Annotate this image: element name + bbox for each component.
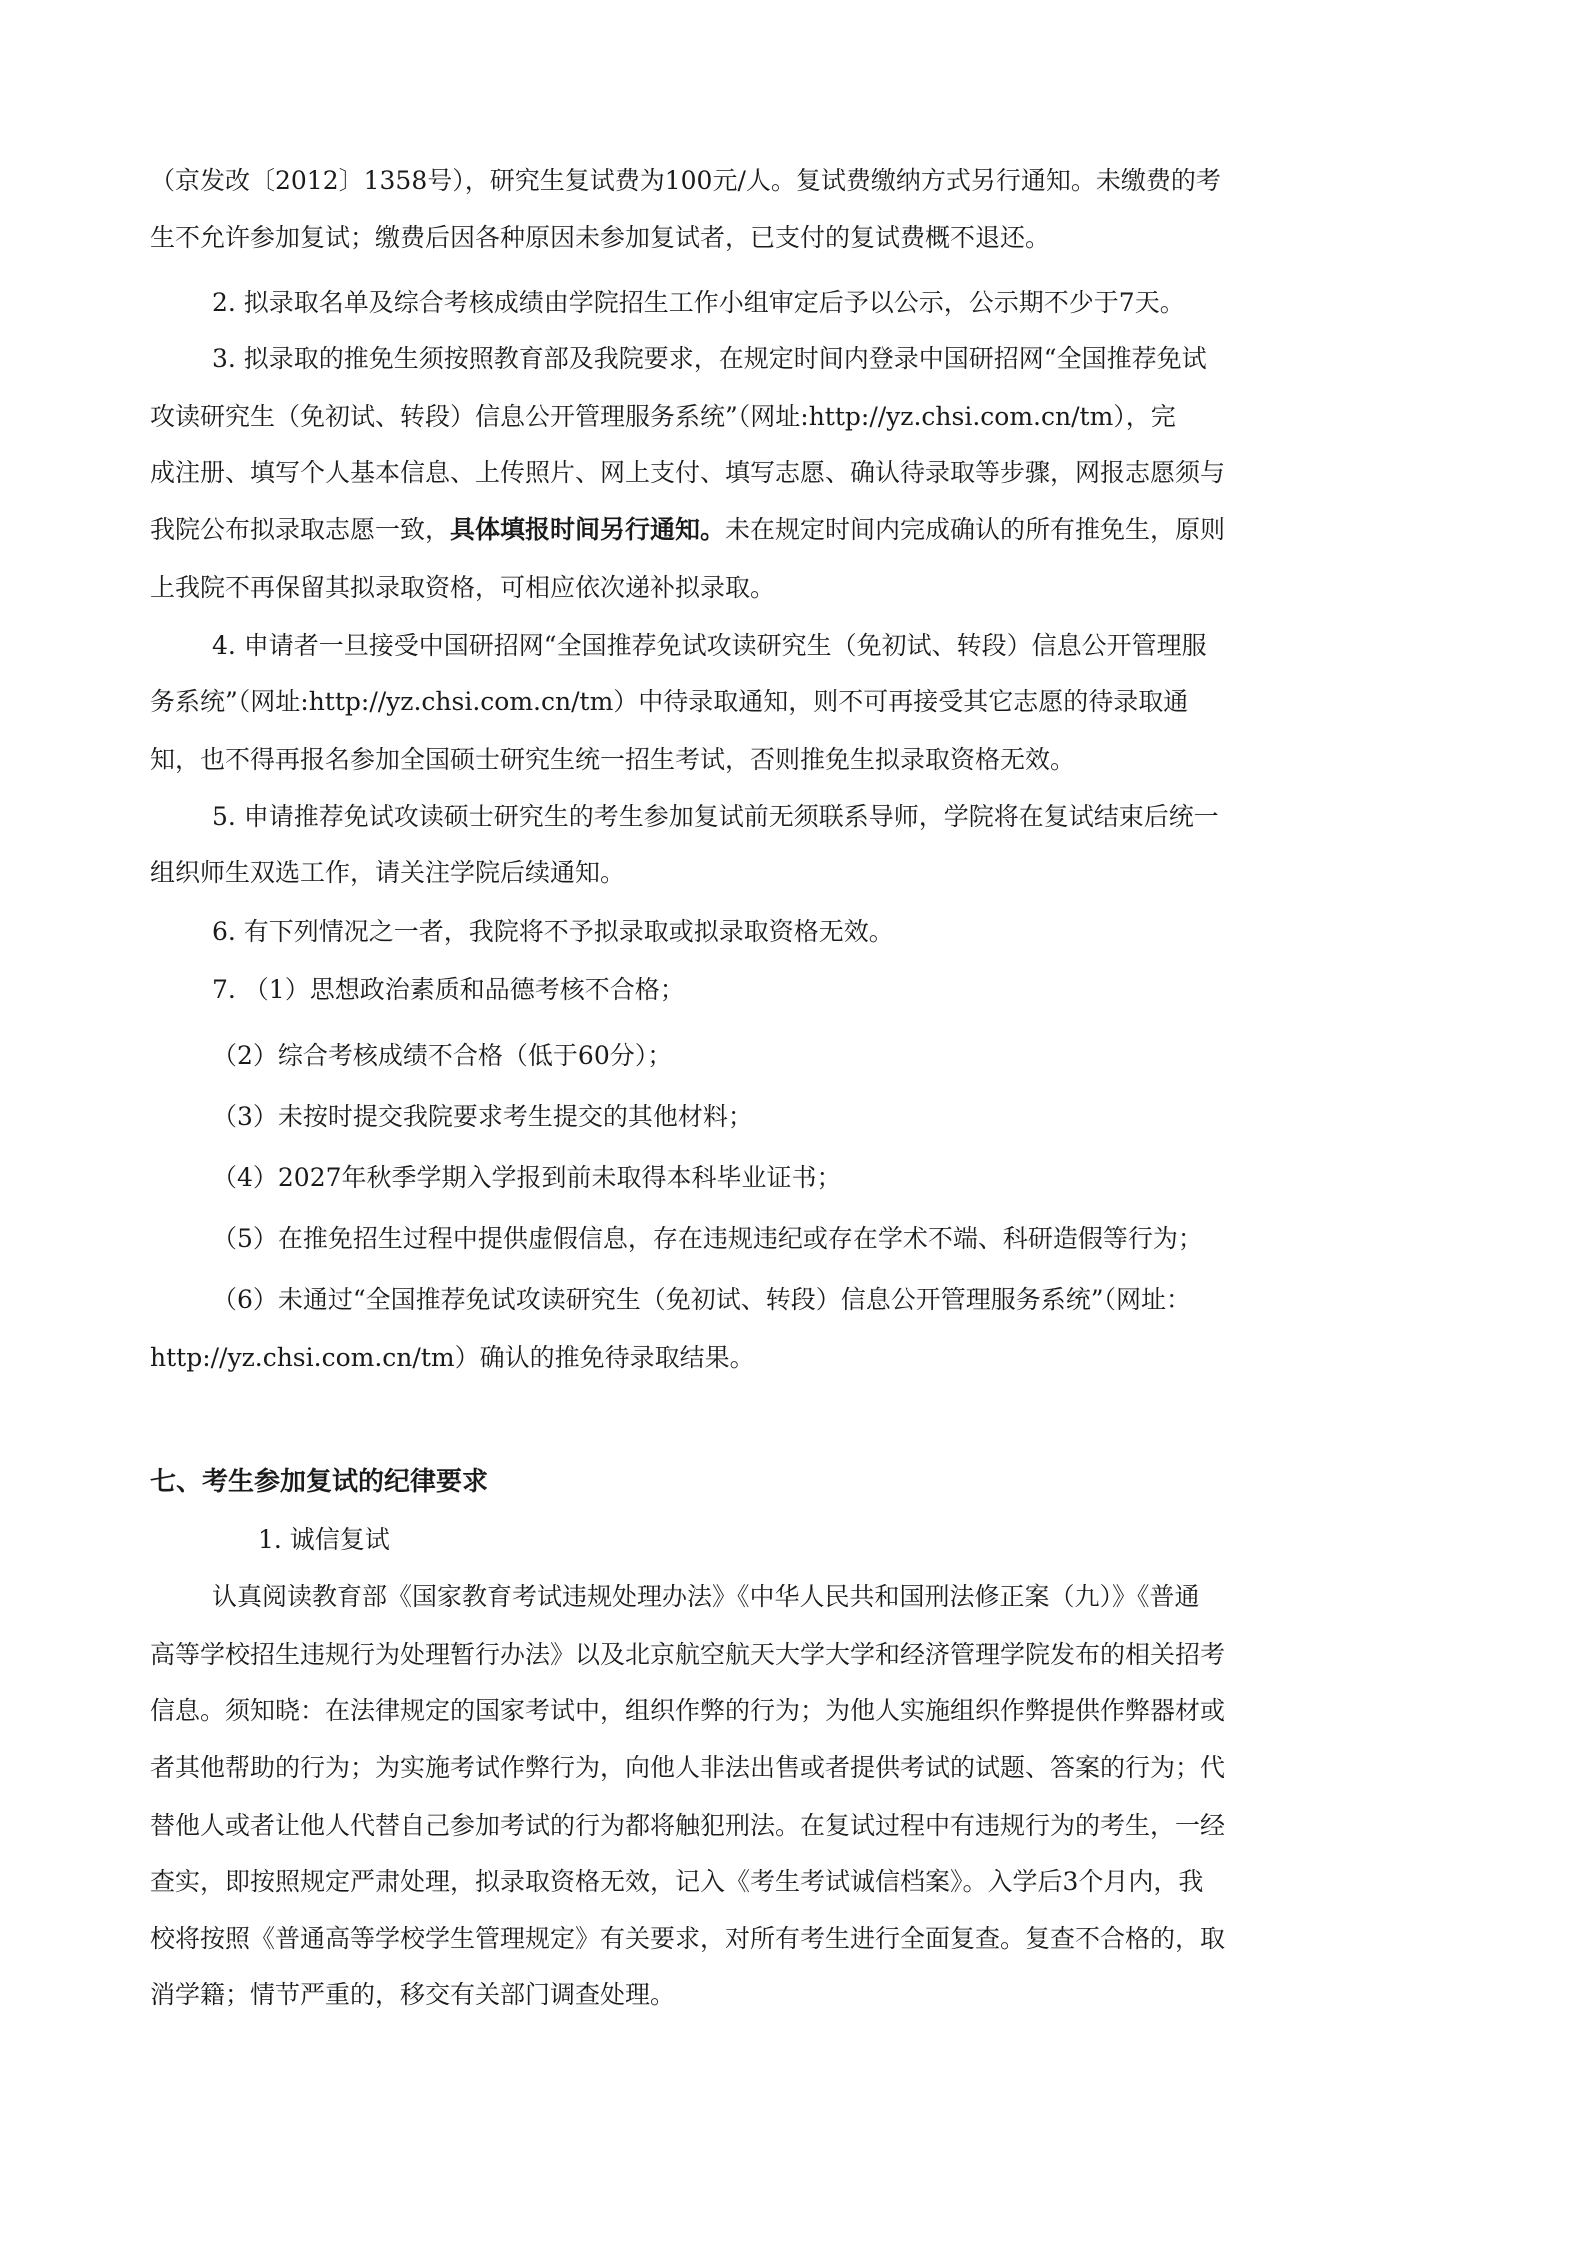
- paragraph-line: （京发改〔2012〕1358号），研究生复试费为100元/人。复试费缴纳方式另行通知。未缴费的考: [150, 166, 1221, 195]
- list-item: （3）未按时提交我院要求考生提交的其他材料；: [212, 1102, 753, 1131]
- list-item: （2）综合考核成绩不合格（低于60分）；: [212, 1041, 673, 1070]
- paragraph-line: 校将按照《普通高等学校学生管理规定》有关要求，对所有考生进行全面复查。复查不合格的，取: [150, 1924, 1226, 1953]
- paragraph-line: 高等学校招生违规行为处理暂行办法》以及北京航空航天大学大学和经济管理学院发布的相关招考: [150, 1640, 1226, 1669]
- paragraph-line: 成注册、填写个人基本信息、上传照片、网上支付、填写志愿、确认待录取等步骤，网报志愿须与: [150, 458, 1226, 487]
- list-item: （4）2027年秋季学期入学报到前未取得本科毕业证书；: [212, 1163, 842, 1192]
- list-item: （6）未通过“全国推荐免试攻读研究生（免初试、转段）信息公开管理服务系统”（网址：: [212, 1285, 1191, 1314]
- paragraph-line: 5. 申请推荐免试攻读硕士研究生的考生参加复试前无须联系导师，学院将在复试结束后统一: [212, 802, 1219, 831]
- paragraph-line: 知，也不得再报名参加全国硕士研究生统一招生考试，否则推免生拟录取资格无效。: [150, 745, 1076, 774]
- paragraph-line: 上我院不再保留其拟录取资格，可相应依次递补拟录取。: [150, 573, 776, 602]
- paragraph-line: [150, 513, 1225, 547]
- emphasis-text: 具体填报时间另行通知。: [450, 515, 726, 544]
- paragraph-line: 消学籍；情节严重的，移交有关部门调查处理。: [150, 1980, 676, 2009]
- paragraph-line: 务系统”（网址:http://yz.chsi.com.cn/tm）中待录取通知，则不可再接受其它志愿的待录取通: [150, 687, 1189, 716]
- paragraph-line: 6. 有下列情况之一者，我院将不予拟录取或拟录取资格无效。: [212, 917, 894, 946]
- section-heading: 七、考生参加复试的纪律要求: [150, 1467, 489, 1497]
- paragraph-line: 组织师生双选工作，请关注学院后续通知。: [150, 858, 626, 887]
- paragraph-line: 生不允许参加复试；缴费后因各种原因未参加复试者，已支付的复试费概不退还。: [150, 223, 1051, 252]
- paragraph-text: 我院公布拟录取志愿一致，: [150, 515, 451, 544]
- paragraph-text: 未在规定时间内完成确认的所有推免生，原则: [725, 515, 1226, 544]
- paragraph-line: 者其他帮助的行为；为实施考试作弊行为，向他人非法出售或者提供考试的试题、答案的行为；代: [150, 1753, 1226, 1782]
- paragraph-line: 认真阅读教育部《国家教育考试违规处理办法》《中华人民共和国刑法修正案（九）》《普通: [212, 1582, 1200, 1611]
- paragraph-line: 攻读研究生（免初试、转段）信息公开管理服务系统”（网址:http://yz.chsi.com.cn/tm），完: [150, 402, 1176, 431]
- paragraph-line: 4. 申请者一旦接受中国研招网“全国推荐免试攻读研究生（免初试、转段）信息公开管理服: [212, 631, 1207, 660]
- paragraph-line: 信息。须知晓：在法律规定的国家考试中，组织作弊的行为；为他人实施组织作弊提供作弊器材或: [150, 1696, 1226, 1725]
- paragraph-line: 2. 拟录取名单及综合考核成绩由学院招生工作小组审定后予以公示，公示期不少于7天。: [212, 288, 1185, 317]
- list-item: http://yz.chsi.com.cn/tm）确认的推免待录取结果。: [150, 1343, 755, 1372]
- list-item: 7. （1）思想政治素质和品德考核不合格；: [212, 975, 685, 1004]
- subsection-heading: 1. 诚信复试: [258, 1525, 390, 1554]
- paragraph-line: 3. 拟录取的推免生须按照教育部及我院要求，在规定时间内登录中国研招网“全国推荐免试: [212, 344, 1207, 373]
- paragraph-line: 替他人或者让他人代替自己参加考试的行为都将触犯刑法。在复试过程中有违规行为的考生，一经: [150, 1811, 1226, 1840]
- list-item: （5）在推免招生过程中提供虚假信息，存在违规违纪或存在学术不端、科研造假等行为；: [212, 1224, 1203, 1253]
- paragraph-line: 查实，即按照规定严肃处理，拟录取资格无效，记入《考生考试诚信档案》。入学后3个月内，我: [150, 1867, 1204, 1896]
